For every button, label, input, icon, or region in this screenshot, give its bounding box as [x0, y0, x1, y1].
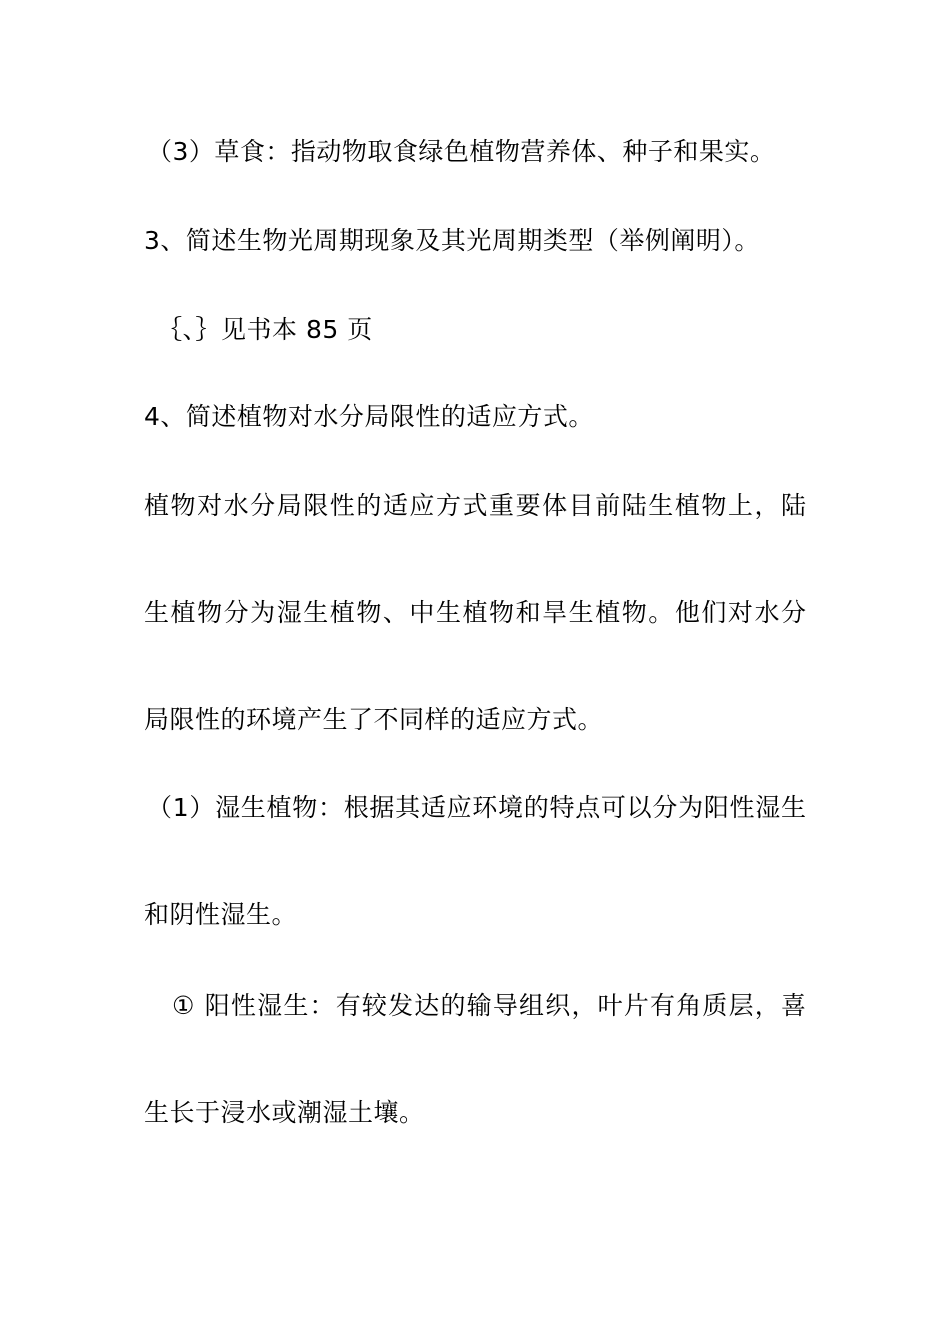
question-3-heading: 3、简述生物光周期现象及其光周期类型（举例阐明）。: [144, 226, 760, 255]
item-1-line-1: ① 阳性湿生：有较发达的输导组织，叶片有角质层，喜: [172, 991, 806, 1020]
subsection-1-line-2: 和阴性湿生。: [144, 900, 298, 929]
question-4-heading: 4、简述植物对水分局限性的适应方式。: [144, 402, 594, 431]
paragraph-line-3: 局限性的环境产生了不同样的适应方式。: [144, 705, 604, 734]
paragraph-line-2: 生植物分为湿生植物、中生植物和旱生植物。他们对水分: [144, 598, 806, 627]
item-1-line-2: 生长于浸水或潮湿土壤。: [144, 1098, 425, 1127]
answer-reference-note: ｛、｝见书本 85 页: [157, 315, 373, 344]
subsection-1-line-1: （1）湿生植物：根据其适应环境的特点可以分为阳性湿生: [147, 793, 806, 822]
paragraph-line-1: 植物对水分局限性的适应方式重要体目前陆生植物上，陆: [144, 491, 806, 520]
answer-herbivory: （3）草食：指动物取食绿色植物营养体、种子和果实。: [147, 137, 776, 166]
